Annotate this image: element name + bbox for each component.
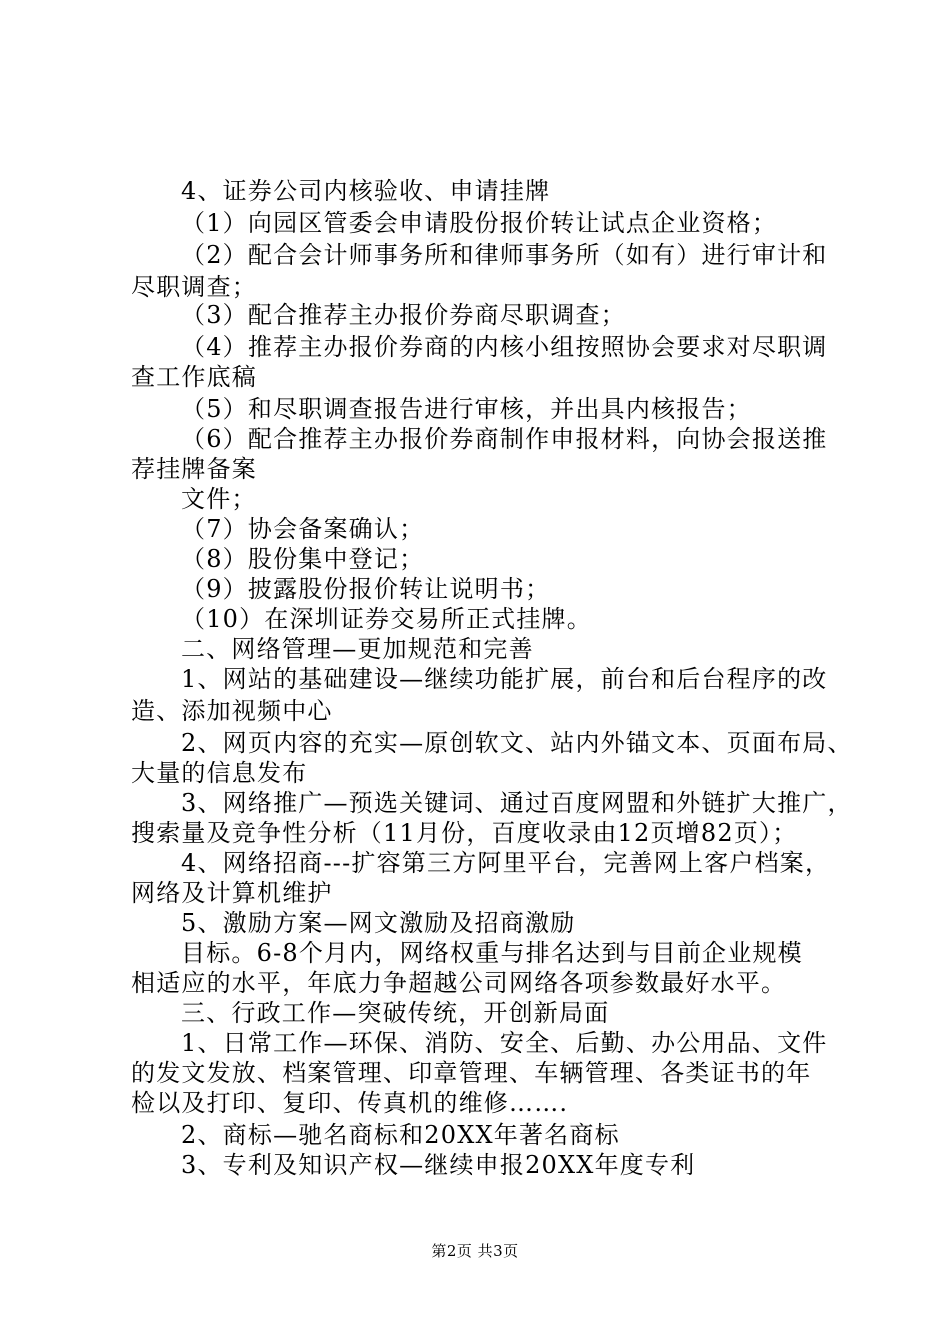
text-line: 4、网络招商---扩容第三方阿里平台，完善网上客户档案，	[181, 849, 831, 877]
text-line: 2、商标—驰名商标和20XX年著名商标	[181, 1121, 620, 1149]
text-line: 3、专利及知识产权—继续申报20XX年度专利	[181, 1151, 696, 1179]
text-line: 检以及打印、复印、传真机的维修…….	[131, 1089, 569, 1117]
text-line: 造、添加视频中心	[131, 697, 333, 725]
text-line: 5、激励方案—网文激励及招商激励	[181, 909, 576, 937]
text-line: 3、网络推广—预选关键词、通过百度网盟和外链扩大推广，	[181, 789, 853, 817]
text-line: （6）配合推荐主办报价券商制作申报材料，向协会报送推	[181, 425, 828, 453]
text-line: 网络及计算机维护	[131, 879, 333, 907]
text-line: （8）股份集中登记；	[181, 545, 425, 573]
text-line: 4、证券公司内核验收、申请挂牌	[181, 177, 551, 205]
text-line: （7）协会备案确认；	[181, 515, 425, 543]
text-line: 1、日常工作—环保、消防、安全、后勤、办公用品、文件	[181, 1029, 828, 1057]
text-line: （2）配合会计师事务所和律师事务所（如有）进行审计和	[181, 241, 828, 269]
section-heading: 二、网络管理—更加规范和完善	[181, 635, 534, 663]
text-line: （3）配合推荐主办报价券商尽职调查；	[181, 301, 626, 329]
page-footer: 第2页 共3页	[431, 1242, 519, 1260]
text-line: （4）推荐主办报价券商的内核小组按照协会要求对尽职调	[181, 333, 828, 361]
text-line: 大量的信息发布	[131, 759, 308, 787]
text-line: 荐挂牌备案	[131, 455, 257, 483]
text-line: （10）在深圳证券交易所正式挂牌。	[181, 605, 592, 633]
text-line: 相适应的水平，年底力争超越公司网络各项参数最好水平。	[131, 969, 787, 997]
text-line: 搜索量及竞争性分析（11月份，百度收录由12页增82页）；	[131, 819, 798, 847]
text-line: 尽职调查；	[131, 273, 257, 301]
text-line: 目标。6-8个月内，网络权重与排名达到与目前企业规模	[181, 939, 803, 967]
text-line: 2、网页内容的充实—原创软文、站内外锚文本、页面布局、	[181, 729, 853, 757]
text-line: （1）向园区管委会申请股份报价转让试点企业资格；	[181, 209, 778, 237]
text-line: 文件；	[181, 485, 257, 513]
section-heading: 三、行政工作—突破传统，开创新局面	[181, 999, 610, 1027]
text-line: 查工作底稿	[131, 363, 257, 391]
text-line: 的发文发放、档案管理、印章管理、车辆管理、各类证书的年	[131, 1059, 812, 1087]
text-line: （9）披露股份报价转让说明书；	[181, 575, 551, 603]
text-line: （5）和尽职调查报告进行审核，并出具内核报告；	[181, 395, 752, 423]
text-line: 1、网站的基础建设—继续功能扩展，前台和后台程序的改	[181, 665, 828, 693]
